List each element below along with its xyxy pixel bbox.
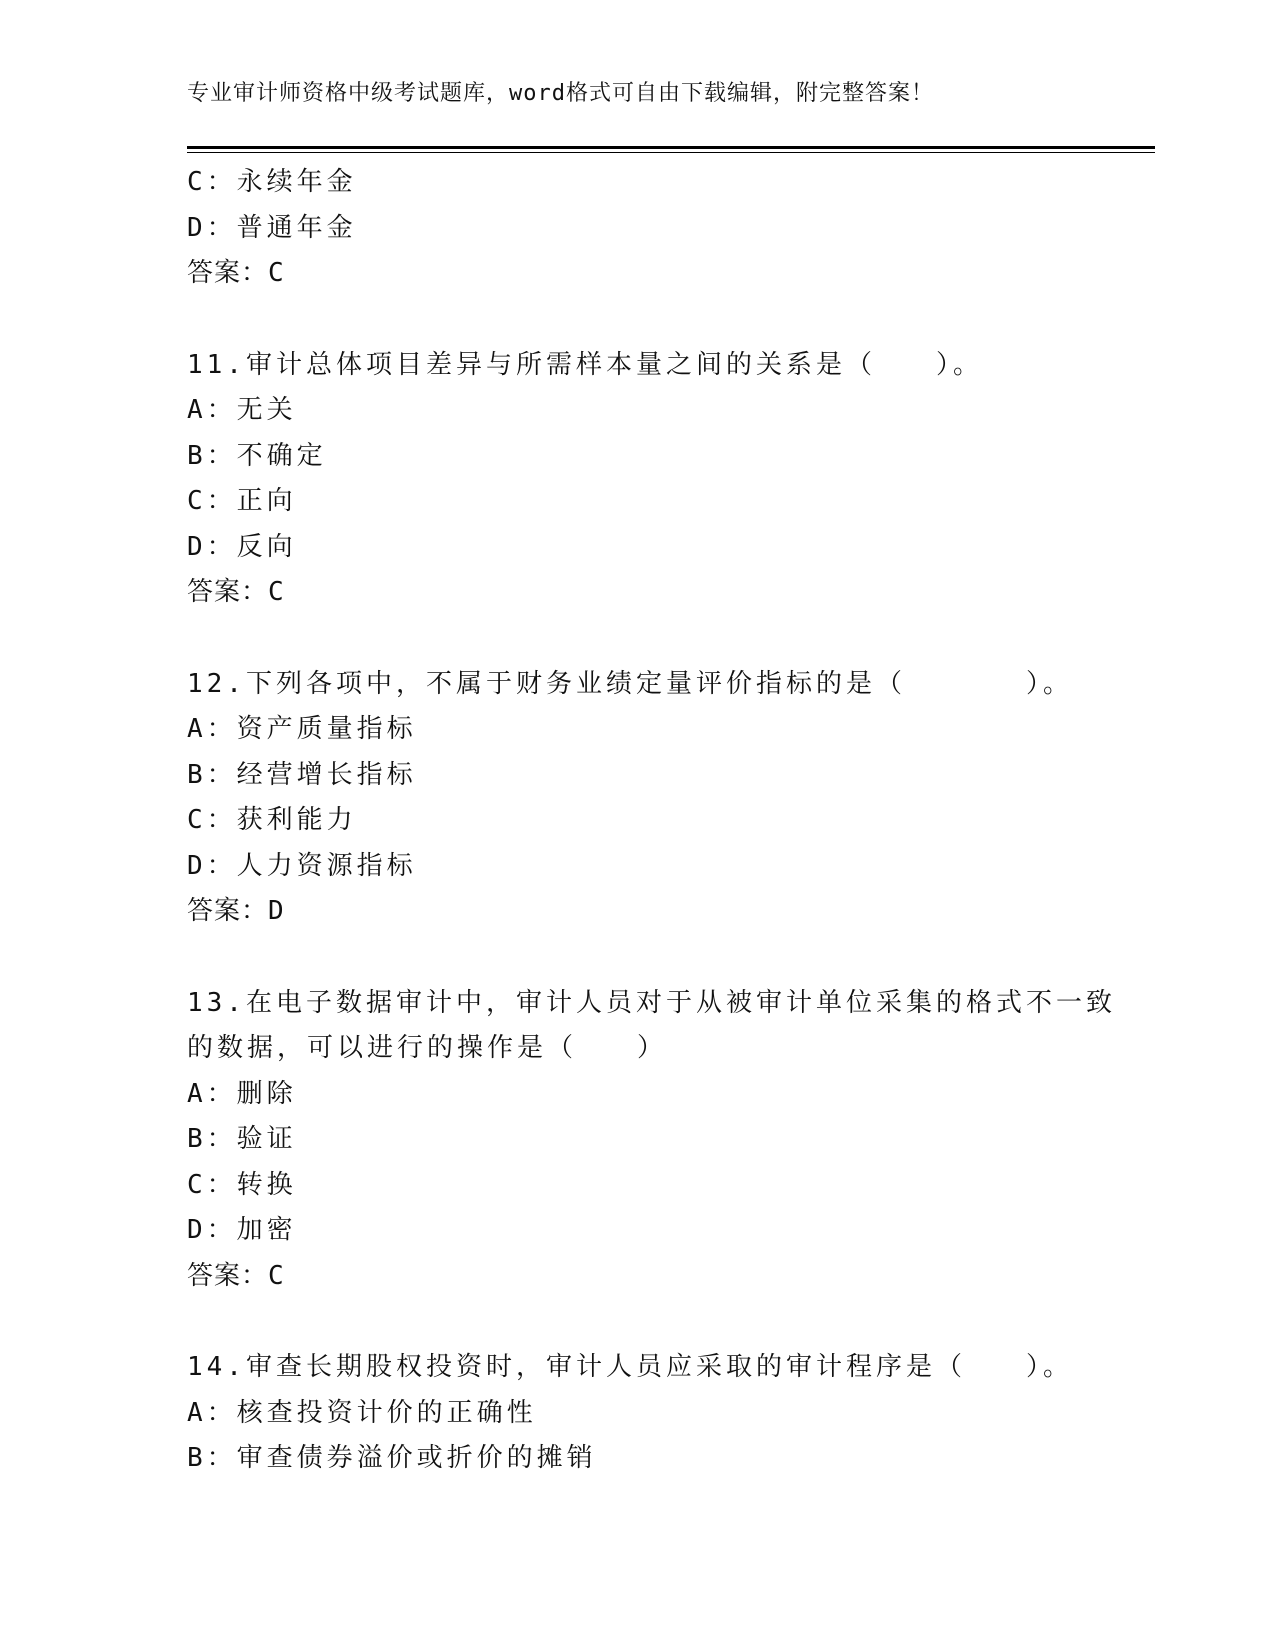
question-12-answer: 答案：D	[187, 896, 285, 926]
question-13-option-b: B：验证	[187, 1124, 297, 1154]
question-14-text: 14.审查长期股权投资时，审计人员应采取的审计程序是（ ）。	[187, 1352, 1073, 1382]
spacer	[187, 616, 1087, 662]
header-rule-thick	[187, 146, 1155, 149]
question-11-option-d: D：反向	[187, 531, 297, 562]
page-header: 专业审计师资格中级考试题库，word格式可自由下载编辑，附完整答案！	[187, 81, 934, 106]
question-11-option-c: C：正向	[187, 486, 297, 516]
question-12-option-a: A：资产质量指标	[187, 714, 417, 744]
question-13-option-a: A：删除	[187, 1078, 297, 1109]
question-14-option-b: B：审查债券溢价或折价的摊销	[187, 1443, 597, 1473]
question-13-text-line-1: 13.在电子数据审计中，审计人员对于从被审计单位采集的格式不一致	[187, 987, 1116, 1018]
header-rule-thin	[187, 152, 1155, 153]
question-13-text-line-2: 的数据，可以进行的操作是（ ）	[187, 1033, 668, 1063]
spacer	[187, 935, 1087, 981]
question-13-option-c: C：转换	[187, 1169, 297, 1200]
question-11-option-a: A：无关	[187, 395, 297, 425]
option-c: C：永续年金	[187, 167, 357, 197]
question-13-option-d: D：加密	[187, 1215, 297, 1245]
question-12-option-c: C：获利能力	[187, 805, 357, 835]
question-14-option-a: A：核查投资计价的正确性	[187, 1397, 537, 1428]
question-12-text: 12.下列各项中，不属于财务业绩定量评价指标的是（ ）。	[187, 668, 1073, 699]
question-12-option-d: D：人力资源指标	[187, 850, 417, 881]
question-12-option-b: B：经营增长指标	[187, 759, 417, 790]
question-11-answer: 答案：C	[187, 577, 285, 607]
option-d: D：普通年金	[187, 212, 357, 243]
question-11-text: 11.审计总体项目差异与所需样本量之间的关系是（ ）。	[187, 349, 983, 380]
spacer	[187, 297, 1087, 343]
question-13-answer: 答案：C	[187, 1260, 285, 1291]
question-list	[187, 160, 1116, 1482]
question-11-option-b: B：不确定	[187, 440, 327, 471]
answer-line: 答案：C	[187, 258, 285, 288]
spacer	[187, 1299, 1087, 1345]
